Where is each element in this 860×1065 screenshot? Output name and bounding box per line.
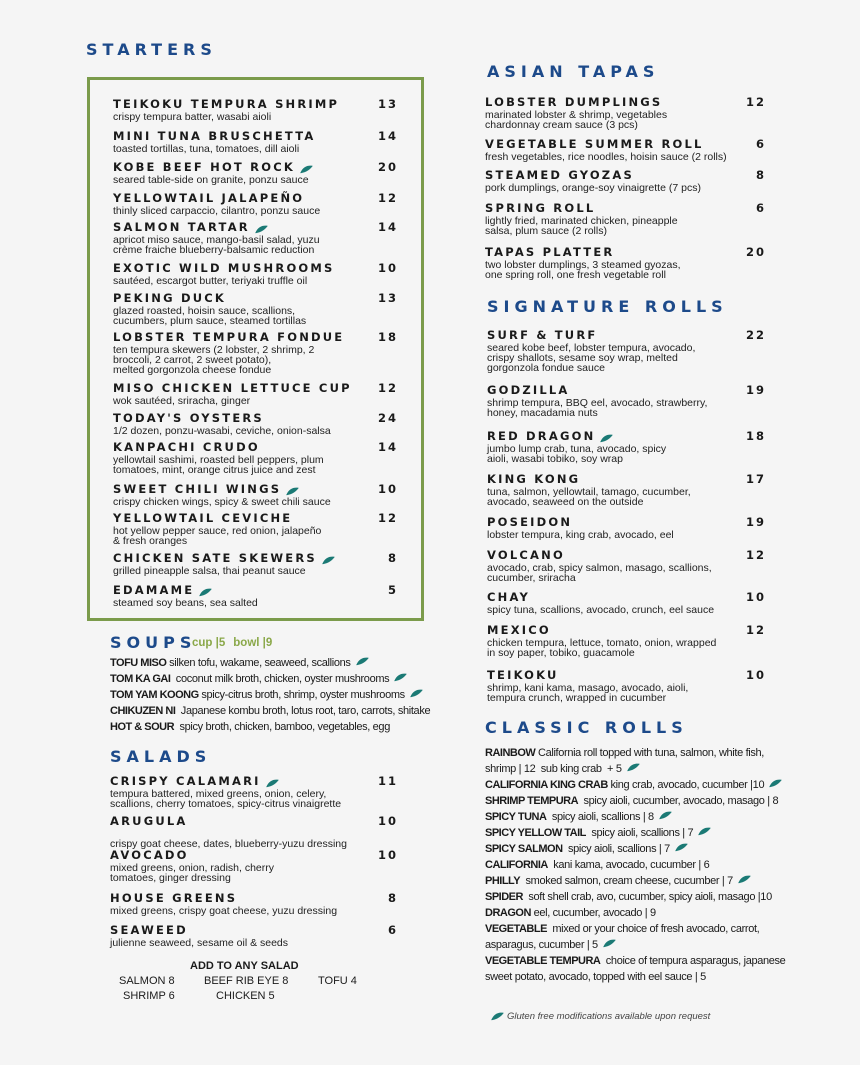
item-name [110,891,398,905]
menu-item [485,201,766,236]
item-description: marinated lobster & shrimp, vegetables chardonnay cream sauce (3 pcs) [485,109,668,131]
item-price: 22 [745,328,766,342]
menu-line [485,875,752,887]
menu-item [110,848,398,883]
line-description: smoked salmon, cream cheese, cucumber | 7 [520,875,733,887]
leaf-icon [599,432,614,441]
menu-item [113,482,398,507]
item-description: tuna, salmon, yellowtail, tamago, cucumber, avocado, seaweed on the outside [487,486,691,508]
add-on: TOFU 4 [318,975,357,987]
starters-heading: STARTERS [86,40,217,59]
item-description: seared kobe beef, lobster tempura, avocado, crispy shallots, sesame soy wrap, melted gorgonzola fondue sauce [487,342,696,374]
menu-line [485,795,778,807]
item-name [110,774,398,788]
item-price: 10 [377,814,398,828]
item-price: 12 [377,191,398,205]
item-price: 13 [377,291,398,305]
item-name [487,383,766,397]
leaf-icon [355,657,370,666]
leaf-icon [409,689,424,698]
menu-item [113,511,398,546]
leaf-icon [285,485,300,494]
item-name-text: KOBE BEEF HOT ROCK [113,160,295,174]
item-name-text: PEKING DUCK [113,291,226,305]
menu-item [487,548,766,583]
item-price: 12 [745,95,766,109]
item-description: grilled pineapple salsa, thai peanut sauce [113,565,306,577]
item-name [487,328,766,342]
line-description: king crab, avocado, cucumber |10 [607,779,765,791]
leaf-icon [321,554,336,563]
line-description: spicy broth, chicken, bamboo, vegetables, egg [174,721,390,733]
item-price: 12 [377,381,398,395]
item-name [485,137,766,151]
menu-line [110,705,430,717]
add-to-salad-heading: ADD TO ANY SALAD [190,960,299,972]
item-name-text: VOLCANO [487,548,565,562]
menu-item [485,168,766,193]
line-description: kani kama, avocado, cucumber | 6 [547,859,710,871]
item-price: 10 [377,482,398,496]
item-description: shrimp tempura, BBQ eel, avocado, strawberry, honey, macadamia nuts [487,397,708,419]
line-name: VEGETABLE [485,923,547,935]
leaf-icon [393,673,408,682]
menu-line [110,689,424,701]
menu-line [485,907,656,919]
item-description: crispy chicken wings, spicy & sweet chili sauce [113,496,331,508]
item-name [485,168,766,182]
item-name [113,440,398,454]
item-price: 6 [755,201,766,215]
line-description: coconut milk broth, chicken, oyster mushrooms [170,673,390,685]
line-name: CHIKUZEN NI [110,705,176,717]
menu-line [485,859,709,871]
item-name [113,330,398,344]
line-name: RAINBOW [485,747,536,759]
menu-item [487,472,766,507]
menu-item [487,668,766,703]
line-description: eel, cucumber, avocado | 9 [530,907,656,919]
gluten-free-footnote [490,1011,710,1022]
item-name [113,511,398,525]
menu-line [110,721,390,733]
menu-line [485,763,641,775]
item-name-text: POSEIDON [487,515,573,529]
item-name [487,429,766,443]
item-name-text: ARUGULA [110,814,188,828]
item-price: 12 [377,511,398,525]
menu-item [113,261,398,286]
soups-heading: SOUPS [110,633,197,652]
menu-item [113,160,398,185]
line-description: spicy-citrus broth, shrimp, oyster mushrooms [198,689,405,701]
item-description: fresh vegetables, rice noodles, hoisin sauce (2 rolls) [485,151,727,163]
menu-line [485,891,772,903]
menu-item [110,774,398,809]
item-description: lobster tempura, king crab, avocado, eel [487,529,674,541]
item-name [113,261,398,275]
item-name [487,548,766,562]
item-name-text: TEIKOKU TEMPURA SHRIMP [113,97,340,111]
item-name [485,95,766,109]
menu-item [110,814,398,849]
item-price: 11 [377,774,398,788]
line-description: sweet potato, avocado, topped with eel sauce | 5 [485,971,706,983]
line-description: choice of tempura asparagus, japanese [600,955,786,967]
asian-tapas-heading: ASIAN TAPAS [487,62,660,81]
item-description: tempura battered, mixed greens, onion, celery, scallions, cherry tomatoes, spicy-citrus vinaigrette [110,788,342,810]
item-price: 17 [745,472,766,486]
item-name-text: MEXICO [487,623,551,637]
leaf-icon [198,586,213,595]
line-description: spicy aioli, scallions | 8 [546,811,654,823]
menu-item [113,551,398,576]
item-name-text: EDAMAME [113,583,195,597]
item-price: 20 [745,245,766,259]
item-name [487,515,766,529]
menu-line [110,673,408,685]
menu-item [113,129,398,154]
menu-item [113,291,398,326]
item-description: chicken tempura, lettuce, tomato, onion, wrapped in soy paper, tobiko, guacamole [487,637,717,659]
line-name: SPICY SALMON [485,843,563,855]
line-name: SPICY YELLOW TAIL [485,827,586,839]
line-description: mixed or your choice of fresh avocado, carrot, [546,923,760,935]
leaf-icon [697,827,712,836]
item-description: seared table-side on granite, ponzu sauce [113,174,309,186]
line-description: spicy aioli, scallions | 7 [585,827,694,839]
add-on: BEEF RIB EYE 8 [204,975,289,987]
line-name: CALIFORNIA [485,859,548,871]
item-description: crispy goat cheese, dates, blueberry-yuzu dressing [110,838,347,850]
item-price: 18 [745,429,766,443]
item-name [113,220,398,234]
item-name-text: AVOCADO [110,848,189,862]
item-name-text: CHICKEN SATE SKEWERS [113,551,317,565]
item-price: 24 [377,411,398,425]
item-name [113,129,398,143]
item-price: 18 [377,330,398,344]
item-price: 5 [387,583,398,597]
leaf-icon [737,875,752,884]
line-description: asparagus, cucumber | 5 [485,939,598,951]
item-description: mixed greens, crispy goat cheese, yuzu dressing [110,905,338,917]
leaf-icon [768,779,783,788]
item-name-text: MISO CHICKEN LETTUCE CUP [113,381,352,395]
menu-item [487,383,766,418]
item-price: 20 [377,160,398,174]
menu-item [487,429,766,464]
add-on: SHRIMP 6 [123,990,175,1002]
line-name: SPICY TUNA [485,811,547,823]
menu-line [485,827,712,839]
item-name [110,848,398,862]
item-price: 10 [745,590,766,604]
line-description: silken tofu, wakame, seaweed, scallions [166,657,351,669]
item-name-text: TODAY'S OYSTERS [113,411,264,425]
item-name [487,472,766,486]
line-name: TOM KA GAI [110,673,171,685]
item-name [487,590,766,604]
item-name-text: TAPAS PLATTER [485,245,615,259]
item-name [113,411,398,425]
add-on: SALMON 8 [119,975,175,987]
soup-bowl-price: bowl |9 [233,637,273,649]
item-name-text: MINI TUNA BRUSCHETTA [113,129,316,143]
item-name-text: TEIKOKU [487,668,559,682]
item-name-text: EXOTIC WILD MUSHROOMS [113,261,335,275]
signature-rolls-heading: SIGNATURE ROLLS [487,297,728,316]
item-price: 6 [387,923,398,937]
classic-rolls-heading: CLASSIC ROLLS [485,718,688,737]
item-name-text: SWEET CHILI WINGS [113,482,282,496]
item-price: 8 [387,891,398,905]
item-price: 19 [745,515,766,529]
item-description: yellowtail sashimi, roasted bell peppers, plum tomatoes, mint, orange citrus juice and zest [113,454,324,476]
item-name-text: SALMON TARTAR [113,220,250,234]
menu-item [487,515,766,540]
menu-item [485,245,766,280]
item-name-text: LOBSTER DUMPLINGS [485,95,663,109]
menu-item [113,440,398,475]
line-description: Japanese kombu broth, lotus root, taro, carrots, shitake [175,705,431,717]
menu-item [113,583,398,608]
menu-item [113,97,398,122]
line-description: California roll topped with tuna, salmon, white fish, [535,747,765,759]
menu-line [485,811,673,823]
item-description: apricot miso sauce, mango-basil salad, yuzu crème fraiche blueberry-balsamic reduction [113,234,320,256]
line-name: CALIFORNIA KING CRAB [485,779,608,791]
add-on: CHICKEN 5 [216,990,275,1002]
item-name-text: VEGETABLE SUMMER ROLL [485,137,704,151]
salads-heading: SALADS [110,747,212,766]
item-name-text: YELLOWTAIL JALAPEÑO [113,191,305,205]
item-price: 8 [755,168,766,182]
item-name [110,923,398,937]
menu-line [485,747,764,759]
item-description: sautéed, escargot butter, teriyaki truffle oil [113,275,308,287]
line-name: TOM YAM KOONG [110,689,199,701]
line-description: spicy aioli, cucumber, avocado, masago | 8 [578,795,779,807]
item-description: glazed roasted, hoisin sauce, scallions, cucumbers, plum sauce, steamed tortillas [113,305,307,327]
menu-line [485,779,783,791]
item-name-text: HOUSE GREENS [110,891,238,905]
item-price: 6 [755,137,766,151]
leaf-icon [299,163,314,172]
menu-item [113,330,398,375]
line-name: SPIDER [485,891,523,903]
leaf-icon [602,939,617,948]
leaf-icon [626,763,641,772]
item-price: 12 [745,548,766,562]
menu-line [485,939,617,951]
item-description: hot yellow pepper sauce, red onion, jalapeño & fresh oranges [113,525,322,547]
item-price: 12 [745,623,766,637]
item-price: 19 [745,383,766,397]
item-description: jumbo lump crab, tuna, avocado, spicy aioli, wasabi tobiko, soy wrap [487,443,667,465]
item-name-text: LOBSTER TEMPURA FONDUE [113,330,345,344]
soup-prices [192,637,280,649]
leaf-icon [674,843,689,852]
item-description: 1/2 dozen, ponzu-wasabi, ceviche, onion-salsa [113,425,331,437]
item-price: 14 [377,129,398,143]
item-name-text: SEAWEED [110,923,188,937]
line-name: VEGETABLE TEMPURA [485,955,601,967]
leaf-icon [265,777,280,786]
item-description: avocado, crab, spicy salmon, masago, scallions, cucumber, sriracha [487,562,712,584]
leaf-icon [254,223,269,232]
item-description: julienne seaweed, sesame oil & seeds [110,937,289,949]
item-name [113,191,398,205]
menu-item [113,191,398,216]
menu-line [110,657,370,669]
item-name-text: STEAMED GYOZAS [485,168,634,182]
footnote-text: Gluten free modifications available upon request [507,1011,711,1022]
menu-item [487,590,766,615]
menu-item [485,137,766,162]
item-name [113,291,398,305]
menu-item [485,95,766,130]
line-description: soft shell crab, avo, cucumber, spicy aioli, masago |10 [522,891,772,903]
item-description: wok sautéed, sriracha, ginger [113,395,251,407]
menu-item [110,923,398,948]
item-description: lightly fried, marinated chicken, pineapple salsa, plum sauce (2 rolls) [485,215,678,237]
item-description: two lobster dumplings, 3 steamed gyozas, one spring roll, one fresh vegetable roll [485,259,681,281]
item-name [485,201,766,215]
item-name [113,583,398,597]
menu-line [485,955,785,967]
item-description: crispy tempura batter, wasabi aioli [113,111,272,123]
item-name-text: SPRING ROLL [485,201,596,215]
item-description: spicy tuna, scallions, avocado, crunch, eel sauce [487,604,715,616]
item-name-text: CRISPY CALAMARI [110,774,261,788]
line-name: DRAGON [485,907,531,919]
item-name-text: CHAY [487,590,530,604]
line-description: shrimp | 12 sub king crab + 5 [485,763,622,775]
item-price: 10 [377,848,398,862]
item-price: 14 [377,440,398,454]
leaf-icon [490,1012,505,1021]
item-name-text: RED DRAGON [487,429,596,443]
menu-line [485,971,706,983]
item-description: pork dumplings, orange-soy vinaigrette (7 pcs) [485,182,701,194]
item-name-text: SURF & TURF [487,328,598,342]
line-name: TOFU MISO [110,657,167,669]
line-name: SHRIMP TEMPURA [485,795,579,807]
line-name: HOT & SOUR [110,721,175,733]
menu-item [113,381,398,406]
leaf-icon [658,811,673,820]
item-name [487,668,766,682]
item-name [113,551,398,565]
item-description: mixed greens, onion, radish, cherry tomatoes, ginger dressing [110,862,274,884]
menu-item [487,328,766,373]
soup-cup-price: cup |5 [192,637,226,649]
menu-line [485,923,759,935]
item-price: 10 [745,668,766,682]
menu-item [113,411,398,436]
item-name [485,245,766,259]
item-description: thinly sliced carpaccio, cilantro, ponzu sauce [113,205,321,217]
item-name-text: KING KONG [487,472,581,486]
menu-item [487,623,766,658]
item-price: 10 [377,261,398,275]
item-price: 14 [377,220,398,234]
line-description: spicy aioli, scallions | 7 [562,843,670,855]
menu-line [485,843,689,855]
item-price: 13 [377,97,398,111]
item-description: ten tempura skewers (2 lobster, 2 shrimp, 2 broccoli, 2 carrot, 2 sweet potato), melted gorgonzola cheese fondue [113,344,315,376]
item-name-text: GODZILLA [487,383,570,397]
item-price: 8 [387,551,398,565]
menu-item [113,220,398,255]
item-name [113,482,398,496]
item-description: shrimp, kani kama, masago, avocado, aioli, tempura crunch, wrapped in cucumber [487,682,689,704]
item-description: steamed soy beans, sea salted [113,597,258,609]
item-description: toasted tortillas, tuna, tomatoes, dill aioli [113,143,300,155]
menu-item [110,891,398,916]
item-name [113,97,398,111]
item-name [113,381,398,395]
item-name-text: KANPACHI CRUDO [113,440,260,454]
item-name [113,160,398,174]
item-name [487,623,766,637]
line-name: PHILLY [485,875,521,887]
item-name [110,814,398,828]
item-name-text: YELLOWTAIL CEVICHE [113,511,293,525]
